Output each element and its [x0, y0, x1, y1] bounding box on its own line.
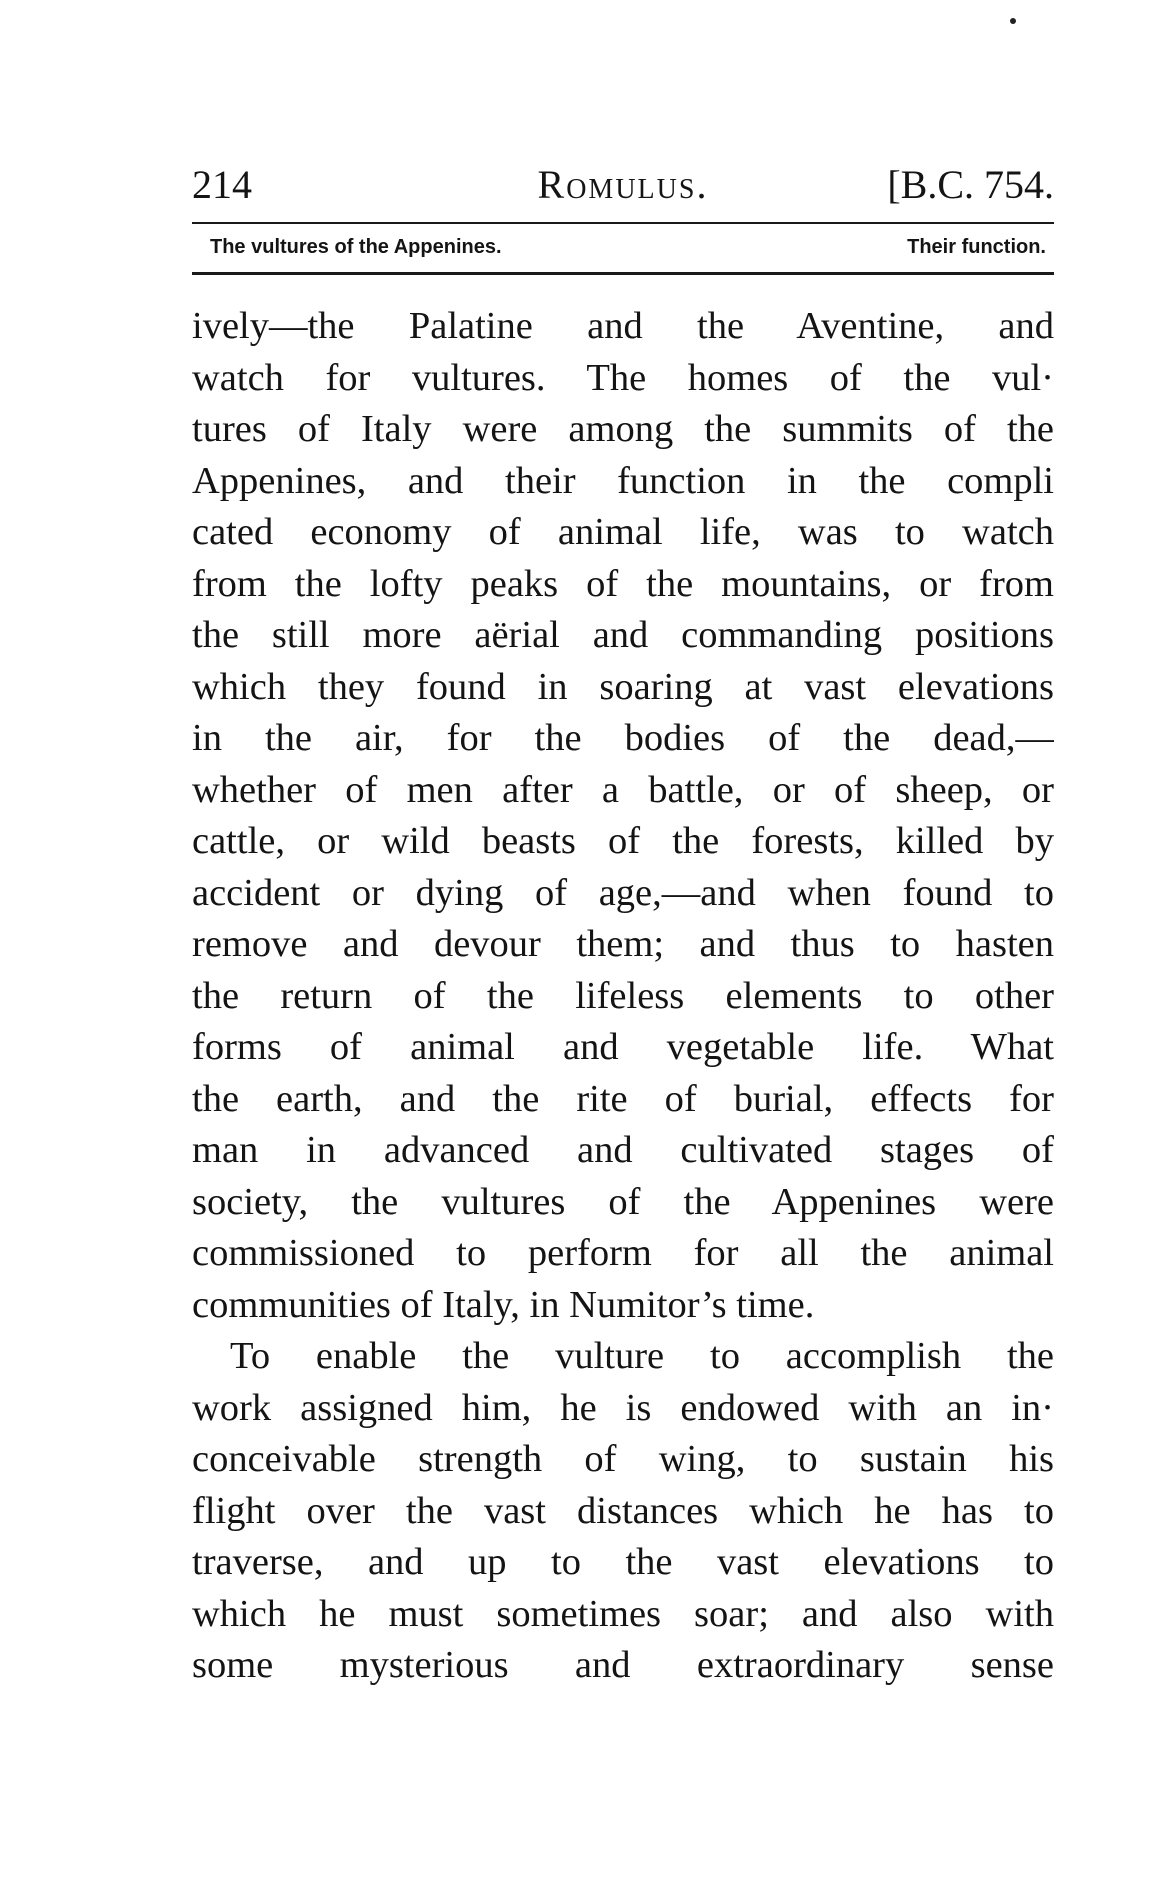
text-line: from the lofty peaks of the mountains, or from: [192, 562, 1054, 605]
text-line: work assigned him, he is endowed with an in·: [192, 1386, 1054, 1429]
text-line: flight over the vast distances which he has to: [192, 1489, 1054, 1532]
text-line: society, the vultures of the Appenines were: [192, 1180, 1054, 1223]
ink-speck: [1010, 18, 1016, 24]
text-line: which they found in soaring at vast elevations: [192, 665, 1054, 708]
text-line: Appenines, and their function in the compli: [192, 459, 1054, 502]
body-text: [192, 301, 1054, 1692]
text-line: commissioned to perform for all the animal: [192, 1232, 1054, 1274]
text-line: ively—the Palatine and the Aventine, and: [192, 305, 1054, 347]
text-line: cated economy of animal life, was to watch: [192, 511, 1054, 553]
text-line: in the air, for the bodies of the dead,—: [192, 717, 1054, 759]
paragraph-end-line: communities of Italy, in Numitor’s time.: [192, 1283, 815, 1326]
running-head: [192, 160, 1054, 210]
text-line: traverse, and up to the vast elevations to: [192, 1541, 1054, 1583]
text-line: conceivable strength of wing, to sustain his: [192, 1438, 1054, 1480]
running-title: Romulus.: [537, 162, 709, 207]
text-line: man in advanced and cultivated stages of: [192, 1129, 1054, 1171]
text-line: tures of Italy were among the summits of the: [192, 408, 1054, 450]
page-number: 214: [192, 162, 252, 207]
header-rule-bottom: [192, 272, 1054, 275]
text-line: cattle, or wild beasts of the forests, killed by: [192, 820, 1054, 862]
text-line: the return of the lifeless elements to other: [192, 974, 1054, 1017]
text-line: accident or dying of age,—and when found to: [192, 871, 1054, 914]
side-heading-left: The vultures of the Appenines.: [210, 236, 502, 258]
text-line: some mysterious and extraordinary sense: [192, 1644, 1054, 1686]
text-line: whether of men after a battle, or of sheep, or: [192, 768, 1054, 811]
running-date: [B.C. 754.: [887, 162, 1054, 207]
side-headings: [210, 232, 1046, 262]
text-line: which he must sometimes soar; and also with: [192, 1592, 1054, 1635]
text-line: watch for vultures. The homes of the vul·: [192, 356, 1054, 399]
text-line: the earth, and the rite of burial, effects for: [192, 1077, 1054, 1120]
text-line: the still more aërial and commanding positions: [192, 614, 1054, 656]
header-rule-top: [192, 222, 1054, 224]
paragraph-start-line: To enable the vulture to accomplish the: [230, 1335, 1054, 1377]
text-line: forms of animal and vegetable life. What: [192, 1026, 1054, 1068]
side-heading-right: Their function.: [907, 236, 1046, 258]
text-line: remove and devour them; and thus to hasten: [192, 923, 1054, 965]
